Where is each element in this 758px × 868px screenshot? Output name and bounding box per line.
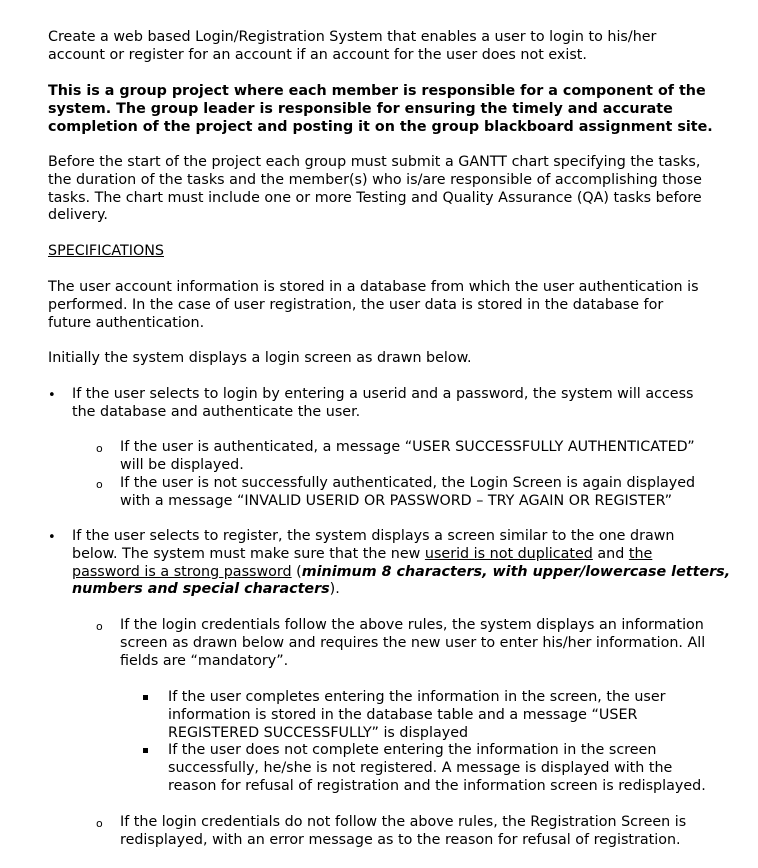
text-line: will be displayed. [120, 456, 244, 473]
text-line: screen as drawn below and requires the new user to enter his/her information. All [120, 634, 706, 651]
text-line: If the user is authenticated, a message “USER SUCCESSFULLY AUTHENTICATED” [120, 439, 695, 455]
text-line: If the user does not complete entering the information in the screen [168, 742, 657, 758]
not-authenticated-sub-bullet [120, 475, 745, 511]
text-line: If the login credentials do not follow the above rules, the Registration Screen is [120, 814, 687, 830]
info-complete-item [168, 689, 748, 742]
login-bullet [72, 386, 742, 422]
password-rules-text: minimum 8 characters, with upper/lowercase letters, [301, 563, 731, 580]
text-line [72, 581, 742, 599]
text-line: fields are “mandatory”. [120, 652, 289, 669]
gantt-paragraph [48, 154, 738, 225]
text-line: successfully, he/she is not registered. A message is displayed with the [168, 759, 673, 776]
text-line: the database and authenticate the user. [72, 403, 361, 420]
text-line: If the user completes entering the information in the screen, the user [168, 689, 666, 705]
text-line: performed. In the case of user registration, the user data is stored in the database for [48, 296, 664, 313]
text-line: the duration of the tasks and the member(s) who is/are responsible of accomplishing those [48, 171, 702, 188]
account-info-paragraph [48, 279, 738, 332]
text-line: If the user selects to register, the system displays a screen similar to the one drawn [72, 528, 675, 544]
group-project-note [48, 83, 738, 136]
initial-display-paragraph [48, 350, 738, 368]
info-incomplete-item [168, 742, 748, 795]
text-line: redisplayed, with an error message as to the reason for refusal of registration. [120, 831, 681, 848]
sub-bullet-icon: o [96, 478, 103, 491]
text-line: with a message “INVALID USERID OR PASSWORD – TRY AGAIN OR REGISTER” [120, 492, 673, 509]
intro-paragraph [48, 29, 738, 65]
heading-text: SPECIFICATIONS [48, 243, 164, 259]
text-line: Initially the system displays a login screen as drawn below. [48, 350, 472, 366]
userid-not-duplicated-text: userid is not duplicated [424, 545, 593, 562]
text-line: Create a web based Login/Registration System that enables a user to login to his/her [48, 29, 657, 45]
specifications-heading [48, 243, 738, 261]
text-line [72, 564, 742, 582]
sub-bullet-icon: o [96, 620, 103, 633]
square-bullet-icon [143, 748, 148, 753]
register-bullet [72, 528, 742, 599]
text-line: If the user selects to login by entering a userid and a password, the system will access [72, 386, 694, 402]
text-line: delivery. [48, 207, 108, 224]
text-line: If the user is not successfully authenticated, the Login Screen is again displayed [120, 475, 696, 491]
text-line: Before the start of the project each group must submit a GANTT chart specifying the tasks, [48, 154, 701, 170]
text-line: completion of the project and posting it on the group blackboard assignment site. [48, 118, 713, 135]
text-line: future authentication. [48, 314, 205, 331]
text-run: ( [291, 563, 302, 580]
text-run: ). [329, 581, 340, 598]
text-line: reason for refusal of registration and the information screen is redisplayed. [168, 777, 706, 794]
bullet-icon: • [48, 530, 56, 545]
bullet-icon: • [48, 388, 56, 403]
text-run: below. The system must make sure that the new [72, 545, 425, 562]
authenticated-sub-bullet [120, 439, 745, 475]
sub-bullet-icon: o [96, 817, 103, 830]
text-line: system. The group leader is responsible for ensuring the timely and accurate [48, 100, 673, 117]
text-line: information is stored in the database table and a message “USER [168, 706, 638, 723]
credentials-invalid-sub-bullet [120, 814, 745, 850]
text-line [72, 546, 742, 564]
underlined-text: the [628, 545, 653, 562]
credentials-valid-sub-bullet [120, 617, 745, 670]
text-line: If the login credentials follow the above rules, the system displays an information [120, 617, 704, 633]
strong-password-text: password is a strong password [72, 563, 292, 580]
text-run: and [592, 545, 629, 562]
password-rules-text: numbers and special characters [72, 581, 330, 598]
text-line: This is a group project where each member is responsible for a component of the [48, 83, 706, 99]
text-line: REGISTERED SUCCESSFULLY” is displayed [168, 724, 469, 741]
sub-bullet-icon: o [96, 442, 103, 455]
text-line: account or register for an account if an account for the user does not exist. [48, 46, 587, 63]
square-bullet-icon [143, 695, 148, 700]
text-line: The user account information is stored in a database from which the user authentication is [48, 279, 699, 295]
text-line: tasks. The chart must include one or more Testing and Quality Assurance (QA) tasks before [48, 189, 702, 206]
